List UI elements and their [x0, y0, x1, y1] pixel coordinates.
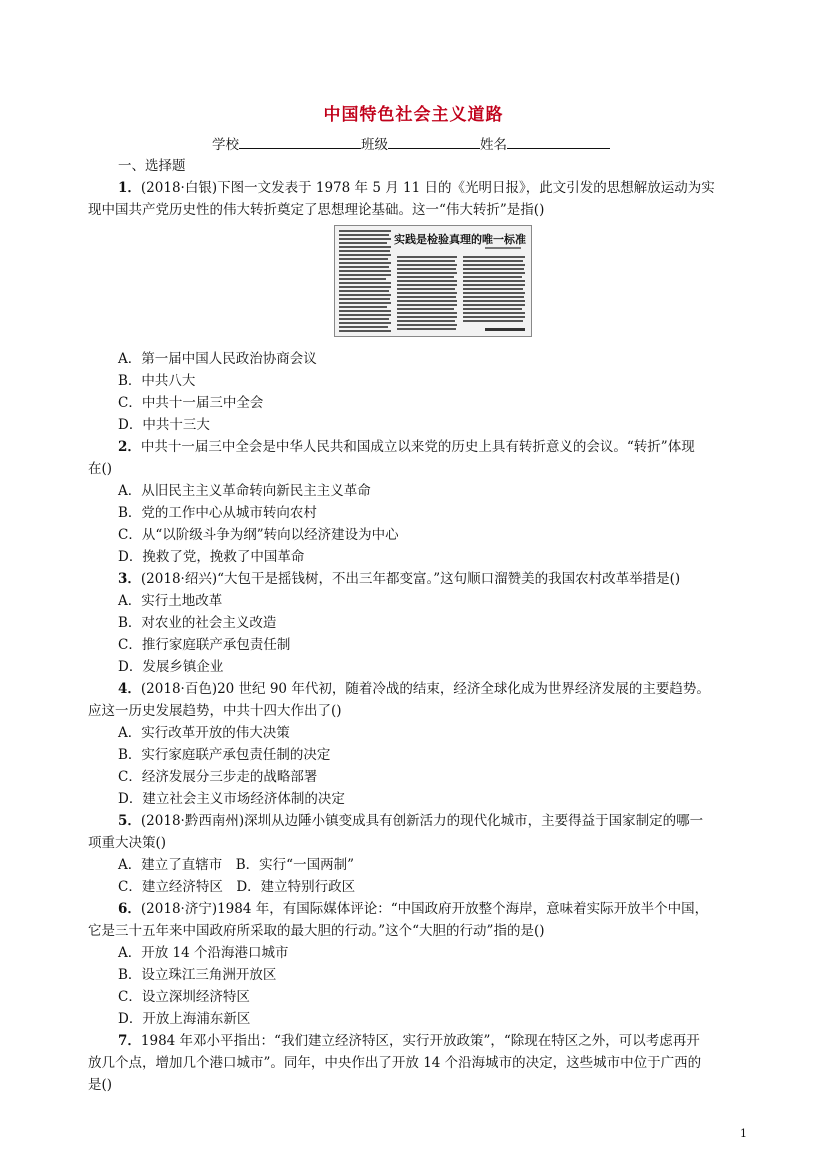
page-number: 1 [740, 1127, 747, 1140]
class-label: 班级 [361, 137, 388, 153]
question-1-option-c[interactable]: C．中共十一届三中全会 [118, 395, 264, 411]
question-7-line-3: 是() [88, 1077, 113, 1093]
question-4-line-2: 应这一历史发展趋势，中共十四大作出了() [88, 703, 342, 719]
question-6-option-b[interactable]: B．设立珠江三角洲开放区 [118, 967, 277, 983]
question-6-option-d[interactable]: D．开放上海浦东新区 [118, 1011, 251, 1027]
question-4-option-c[interactable]: C．经济发展分三步走的战略部署 [118, 769, 318, 785]
question-4-line-1: 4．(2018·百色)20 世纪 90 年代初，随着冷战的结束，经济全球化成为世界经济发展的主要趋势。 [118, 681, 710, 697]
section-heading: 一、选择题 [118, 158, 186, 174]
question-3-option-b[interactable]: B．对农业的社会主义改造 [118, 615, 277, 631]
question-4-option-a[interactable]: A．实行改革开放的伟大决策 [118, 725, 290, 741]
question-6-line-1: 6．(2018·济宁)1984 年，有国际媒体评论：“中国政府开放整个海岸，意味着实际开放半个中国， [118, 901, 709, 917]
page-title: 中国特色社会主义道路 [323, 105, 504, 125]
question-6-option-c[interactable]: C．设立深圳经济特区 [118, 989, 250, 1005]
question-3-option-a[interactable]: A．实行土地改革 [118, 593, 223, 609]
question-5-line-2: 项重大决策() [88, 835, 167, 851]
question-5-line-1: 5．(2018·黔西南州)深圳从边陲小镇变成具有创新活力的现代化城市，主要得益于国家制定的哪一 [118, 813, 704, 829]
question-2-option-d[interactable]: D．挽救了党，挽救了中国革命 [118, 549, 305, 565]
school-label: 学校 [212, 137, 239, 153]
question-2-option-b[interactable]: B．党的工作中心从城市转向农村 [118, 505, 317, 521]
class-blank[interactable] [388, 136, 480, 149]
question-2-line-2: 在() [88, 461, 113, 477]
question-3-line-1: 3．(2018·绍兴)“大包干是摇钱树，不出三年都变富。”这句顺口溜赞美的我国农村改革举措是() [118, 571, 681, 587]
question-6-line-2: 它是三十五年来中国政府所采取的最大胆的行动。”这个“大胆的行动”指的是() [88, 923, 545, 939]
school-blank[interactable] [239, 136, 361, 149]
question-1-option-a[interactable]: A．第一届中国人民政治协商会议 [118, 351, 317, 367]
question-number: 5． [118, 813, 141, 829]
question-7-line-2: 放几个点，增加几个港口城市”。同年，中央作出了开放 14 个沿海城市的决定，这些城市中位于广西的 [88, 1055, 702, 1071]
question-3-option-d[interactable]: D．发展乡镇企业 [118, 659, 224, 675]
question-number: 1． [118, 180, 141, 196]
question-4-option-b[interactable]: B．实行家庭联产承包责任制的决定 [118, 747, 331, 763]
question-2-option-c[interactable]: C．从“以阶级斗争为纲”转向以经济建设为中心 [118, 527, 399, 543]
question-number: 4． [118, 681, 141, 697]
newspaper-image [334, 225, 532, 337]
question-number: 3． [118, 571, 141, 587]
question-1-option-d[interactable]: D．中共十三大 [118, 417, 210, 433]
question-7-line-1: 7．1984 年邓小平指出：“我们建立经济特区，实行开放政策”，“除现在特区之外，可以考虑再开 [118, 1033, 700, 1049]
student-info-line [212, 133, 610, 153]
newspaper-headline: 实践是检验真理的唯一标准 [394, 233, 526, 246]
question-4-option-d[interactable]: D．建立社会主义市场经济体制的决定 [118, 791, 345, 807]
question-1-line-1: 1．(2018·白银)下图一文发表于 1978 年 5 月 11 日的《光明日报》，此文引发的思想解放运动为实 [118, 180, 715, 196]
question-number: 6． [118, 901, 141, 917]
question-2-line-1: 2．中共十一届三中全会是中华人民共和国成立以来党的历史上具有转折意义的会议。“转折”体现 [118, 439, 695, 455]
question-5-options-ab[interactable]: A．建立了直辖市 B．实行“一国两制” [118, 857, 354, 873]
name-blank[interactable] [507, 136, 610, 149]
question-6-option-a[interactable]: A．开放 14 个沿海港口城市 [118, 945, 289, 961]
question-number: 7． [118, 1033, 141, 1049]
newspaper-illustration [335, 226, 531, 336]
question-2-option-a[interactable]: A．从旧民主主义革命转向新民主主义革命 [118, 483, 371, 499]
question-3-option-c[interactable]: C．推行家庭联产承包责任制 [118, 637, 291, 653]
question-number: 2． [118, 439, 141, 455]
question-5-options-cd[interactable]: C．建立经济特区 D．建立特别行政区 [118, 879, 356, 895]
question-1-option-b[interactable]: B．中共八大 [118, 373, 196, 389]
question-1-line-2: 现中国共产党历史性的伟大转折奠定了思想理论基础。这一“伟大转折”是指() [88, 202, 545, 218]
name-label: 姓名 [480, 137, 507, 153]
